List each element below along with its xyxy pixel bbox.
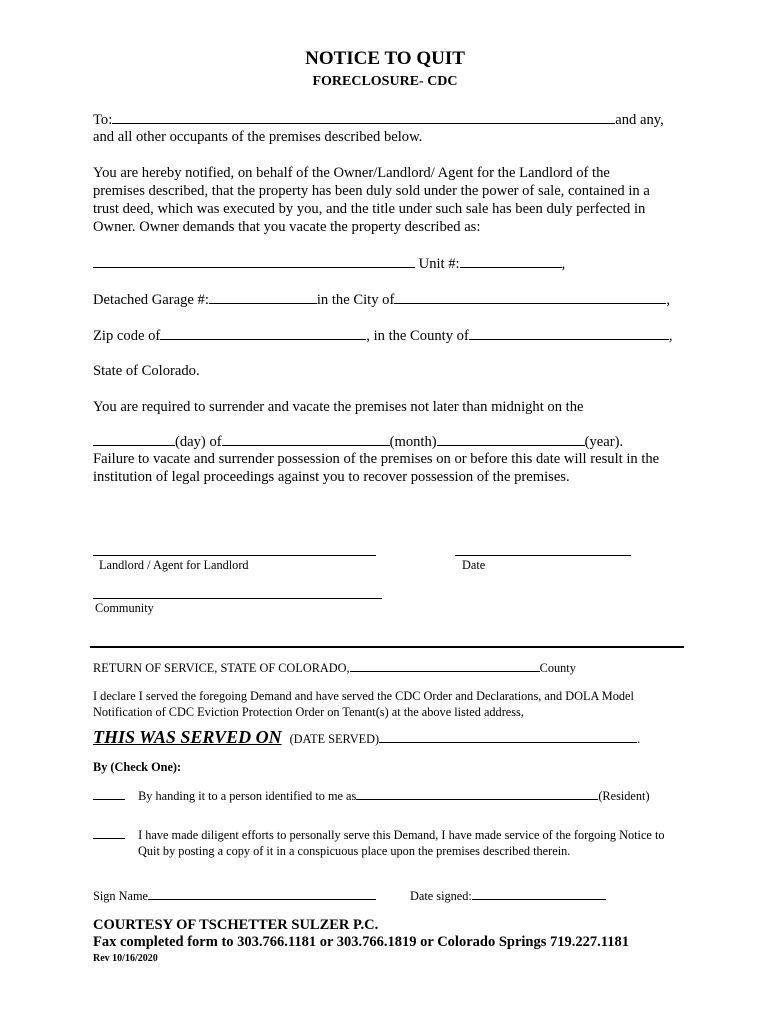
option1-checkbox[interactable] (93, 788, 125, 800)
option2-text-2: Quit by posting a copy of it in a conspicuous place upon the premises described therein. (138, 844, 571, 858)
served-line (93, 727, 640, 748)
community-label: Community (95, 601, 154, 615)
county-field[interactable] (469, 326, 669, 340)
day-label: (day) of (175, 434, 222, 450)
period: . (637, 732, 641, 746)
property-address-field[interactable] (93, 254, 415, 268)
date-signed-label: Date signed: (410, 889, 472, 903)
month-label: (month) (389, 434, 437, 450)
section-divider (90, 646, 684, 648)
to-line (93, 110, 693, 129)
garage-city-line (93, 290, 693, 309)
city-field[interactable] (394, 290, 666, 304)
and-any-text: and any, (615, 112, 664, 128)
resident-label: (Resident) (598, 789, 650, 803)
community-line[interactable] (93, 598, 382, 599)
notice-line-3: trust deed, which was executed by you, and the title under such sale has been duly perfected in (93, 201, 646, 217)
zip-county-line (93, 326, 693, 345)
day-field[interactable] (93, 432, 175, 446)
to-label: To: (93, 112, 113, 128)
comma: , (666, 292, 670, 308)
unit-number-field[interactable] (460, 254, 562, 268)
revision-date: Rev 10/16/2020 (93, 953, 158, 964)
option-hand-delivery (93, 788, 650, 804)
declare-line-1: I declare I served the foregoing Demand and have served the CDC Order and Declarations, and DOLA Model (93, 689, 634, 703)
fax-text: Fax completed form to 303.766.1181 or 303.766.1819 or Colorado Springs 719.227.1181 (93, 934, 629, 950)
service-county-field[interactable] (350, 660, 540, 672)
occupants-text: and all other occupants of the premises described below. (93, 129, 423, 145)
document-title: NOTICE TO QUIT (305, 48, 465, 69)
date-label: Date (462, 558, 486, 572)
year-label: (year). (584, 434, 624, 450)
city-label: in the City of (316, 292, 395, 308)
month-field[interactable] (222, 432, 390, 446)
notice-line-4: Owner. Owner demands that you vacate the property described as: (93, 219, 481, 235)
served-heading: THIS WAS SERVED ON (93, 727, 282, 747)
option1-text: By handing it to a person identified to me as (138, 789, 357, 803)
county-label: , in the County of (366, 328, 469, 344)
landlord-signature-line[interactable] (93, 555, 376, 556)
resident-name-field[interactable] (356, 788, 598, 800)
notice-line-2: premises described, that the property has been duly sold under the power of sale, contained in a (93, 183, 650, 199)
year-field[interactable] (437, 432, 585, 446)
zip-code-field[interactable] (160, 326, 366, 340)
date-served-label: (DATE SERVED) (289, 732, 380, 746)
comma: , (668, 328, 673, 344)
date-signed-field[interactable] (472, 888, 606, 900)
sign-name-label: Sign Name (93, 889, 148, 903)
deadline-text: You are required to surrender and vacate the premises not later than midnight on the (93, 399, 584, 415)
address-line (93, 254, 693, 273)
courtesy-text: COURTESY OF TSCHETTER SULZER P.C. (93, 917, 379, 933)
return-label: RETURN OF SERVICE, STATE OF COLORADO, (93, 661, 350, 675)
check-one-label: By (Check One): (93, 760, 182, 774)
option-posting (93, 827, 665, 843)
option2-checkbox[interactable] (93, 827, 125, 839)
unit-label: Unit #: (418, 256, 460, 272)
date-signed-line (410, 888, 606, 904)
option2-text-1: I have made diligent efforts to personally serve this Demand, I have made service of the forgoing Notice to (138, 828, 665, 842)
declare-line-2: Notification of CDC Eviction Protection Order on Tenant(s) at the above listed address, (93, 705, 524, 719)
garage-number-field[interactable] (209, 290, 317, 304)
zip-label: Zip code of (93, 328, 161, 344)
sign-name-line (93, 888, 376, 904)
landlord-label: Landlord / Agent for Landlord (99, 558, 249, 572)
comma: , (561, 256, 566, 272)
tenant-name-field[interactable] (112, 110, 615, 124)
notice-line-1: You are hereby notified, on behalf of the Owner/Landlord/ Agent for the Landlord of the (93, 165, 610, 181)
return-of-service-line (93, 660, 576, 676)
date-signature-line[interactable] (455, 555, 631, 556)
failure-line-2: institution of legal proceedings against you to recover possession of the premises. (93, 469, 570, 485)
document-subtitle: FORECLOSURE- CDC (312, 74, 458, 89)
garage-label: Detached Garage #: (93, 292, 209, 308)
date-line (93, 432, 693, 451)
sign-name-field[interactable] (148, 888, 376, 900)
state-text: State of Colorado. (93, 363, 200, 379)
county-suffix: County (539, 661, 576, 675)
date-served-field[interactable] (379, 731, 637, 743)
failure-line-1: Failure to vacate and surrender possession of the premises on or before this date will result in the (93, 451, 660, 467)
